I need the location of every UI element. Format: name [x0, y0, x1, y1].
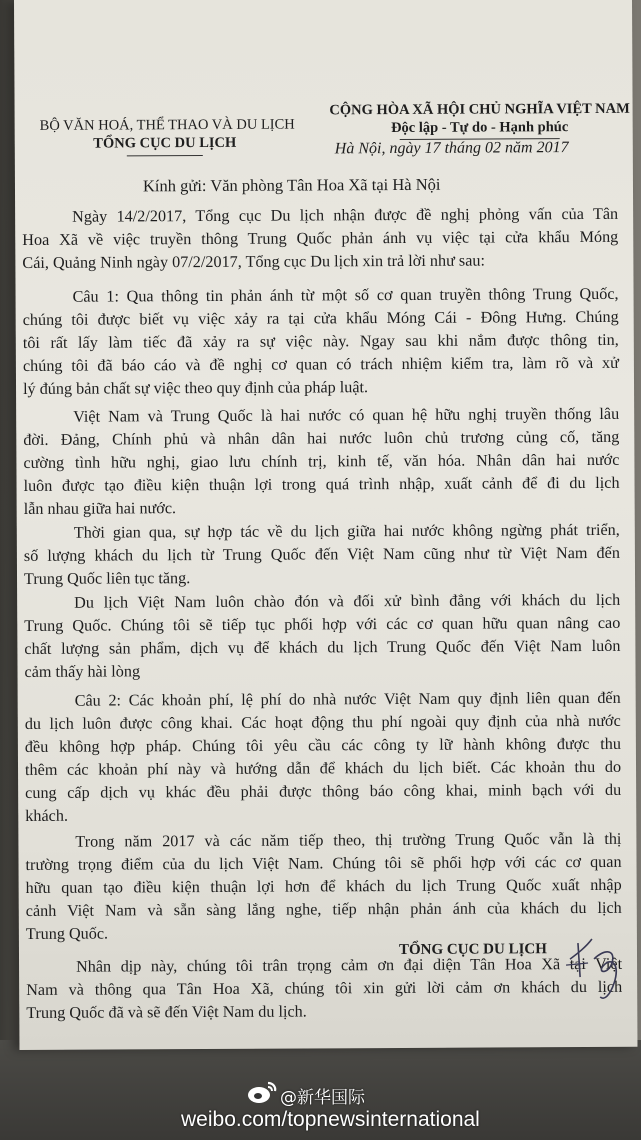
body-line: lý đúng bản chất sự việc theo quy định của pháp luật. — [22, 378, 369, 398]
weibo-logo-icon — [246, 1079, 278, 1105]
body-line: chất lượng sản phẩm, dịch vụ để khách du lịch Trung Quốc đến Việt Nam luôn — [24, 636, 621, 658]
body-line: chúng tôi đã báo cáo và đề nghị cơ quan có trách nhiệm kiểm tra, làm rõ và xử — [22, 353, 619, 375]
body-line: cường tình hữu nghị, giao lưu chính trị, kinh tế, văn hóa. Nhân dân hai nước — [23, 450, 620, 472]
body-line: Trung Quốc. Chúng tôi sẽ tiếp tục phối hợp với các cơ quan hữu quan nâng cao — [24, 613, 621, 635]
body-line: Câu 1: Qua thông tin phản ánh từ một số cơ quan truyền thông Trung Quốc, — [72, 284, 619, 306]
body-line: Câu 2: Các khoản phí, lệ phí do nhà nước Việt Nam quy định liên quan đến — [74, 688, 621, 710]
signatory-name: TỔNG CỤC DU LỊCH — [398, 941, 547, 958]
body-line: du lịch luôn được công khai. Các hoạt động thu phí ngoài quy định của nhà nước — [24, 711, 621, 733]
agency-name: TỔNG CỤC DU LỊCH — [93, 134, 237, 152]
letter-date: Hà Nội, ngày 17 tháng 02 năm 2017 — [334, 139, 569, 158]
body-line: Nam và thông qua Tân Hoa Xã, chúng tôi xin gửi lời cảm ơn khách du lịch — [26, 977, 623, 999]
body-line: Trung Quốc đã và sẽ đến Việt Nam du lịch. — [26, 1002, 307, 1022]
body-line: hữu quan tạo điều kiện thuận lợi hơn để khách du lịch Trung Quốc xuất nhập — [25, 875, 622, 897]
body-line: đều không hợp pháp. Chúng tôi yêu cầu các công ty lữ hành không được thu — [24, 734, 621, 756]
body-line: trường trọng điểm của du lịch Việt Nam. Chúng tôi sẽ phối hợp với các cơ quan — [25, 852, 622, 874]
watermark-url: weibo.com/topnewsinternational — [181, 1108, 480, 1131]
body-line: số lượng khách du lịch từ Trung Quốc đến Việt Nam cũng như từ Việt Nam đến — [23, 543, 620, 565]
watermark-account: @新华国际 — [280, 1088, 365, 1108]
body-line: Cái, Quảng Ninh ngày 07/2/2017, Tổng cục Du lịch xin trả lời như sau: — [22, 251, 485, 272]
header-left-underline — [127, 155, 203, 156]
body-line: cảnh Việt Nam và sẵn sàng lắng nghe, tiếp nhận phản ánh của khách du lịch — [25, 898, 622, 920]
body-line: Trong năm 2017 và các năm tiếp theo, thị trường Trung Quốc vẫn là thị — [75, 829, 622, 851]
ministry-name: BỘ VĂN HOÁ, THỂ THAO VÀ DU LỊCH — [39, 116, 295, 134]
letter-page — [14, 0, 637, 1050]
country-name: CỘNG HÒA XÃ HỘI CHỦ NGHĨA VIỆT NAM — [329, 100, 630, 119]
body-line: Hoa Xã về việc truyền thông Trung Quốc phản ánh vụ việc tại cửa khẩu Móng — [22, 227, 619, 249]
body-line: khách. — [25, 806, 69, 825]
body-line: Trung Quốc. — [25, 924, 109, 943]
body-line: chúng tôi được biết vụ việc xảy ra tại cửa khẩu Móng Cái - Đông Hưng. Chúng — [22, 307, 619, 329]
body-line: cảm thấy hài lòng — [24, 662, 141, 681]
body-line: Trung Quốc liên tục tăng. — [23, 569, 191, 588]
recipient-line: Kính gửi: Văn phòng Tân Hoa Xã tại Hà Nội — [142, 174, 441, 196]
handwritten-signature-icon — [564, 925, 634, 1005]
body-line: Nhân dịp này, chúng tôi trân trọng cảm ơn đại diện Tân Hoa Xã tại Việt — [76, 954, 623, 976]
body-line: Thời gian qua, sự hợp tác về du lịch giữa hai nước không ngừng phát triển, — [73, 520, 620, 542]
body-line: tôi rất lấy làm tiếc đã xảy ra sự việc này. Ngay sau khi nắm được thông tin, — [22, 330, 619, 352]
body-line: Ngày 14/2/2017, Tổng cục Du lịch nhận được đề nghị phỏng vấn của Tân — [72, 204, 619, 226]
national-motto: Độc lập - Tự do - Hạnh phúc — [391, 119, 569, 137]
body-line: thêm các khoản phí này và hướng dẫn để khách du lịch biết. Các khoản thu do — [24, 757, 622, 779]
body-line: cung cấp dịch vụ khác đều phải được thông báo công khai, minh bạch với du — [25, 780, 622, 802]
body-line: đời. Đảng, Chính phủ và nhân dân hai nước luôn chủ trương củng cố, tăng — [23, 427, 620, 449]
body-line: Du lịch Việt Nam luôn chào đón và đối xử bình đẳng với khách du lịch — [74, 590, 621, 612]
body-line: luôn được tạo điều kiện thuận lợi trong quá trình nhập, xuất cảnh để đi du lịch — [23, 473, 620, 495]
body-line: lẫn nhau giữa hai nước. — [23, 499, 177, 518]
body-line: Việt Nam và Trung Quốc là hai nước có quan hệ hữu nghị truyền thống lâu — [73, 404, 620, 426]
